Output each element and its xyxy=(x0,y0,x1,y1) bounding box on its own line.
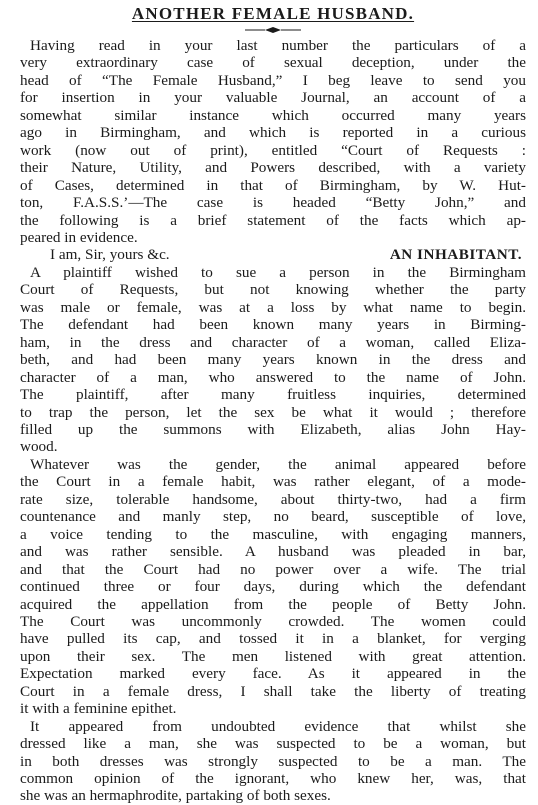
signoff-signature: AN INHABITANT. xyxy=(389,246,522,264)
text-line: ton, F.A.S.S.’—The case is headed “Betty John,” and xyxy=(20,194,526,212)
text-line: acquired the appellation from the people of Betty John. xyxy=(20,595,526,613)
text-line: upon their sex. The men listened with great attention. xyxy=(20,647,526,665)
text-line: peared in evidence. xyxy=(20,228,138,246)
text-line: The plaintiff, after many fruitless inquiries, determined xyxy=(20,386,526,404)
text-line: very extraordinary case of sexual deception, under the xyxy=(20,54,526,72)
text-line: Expectation marked every face. As it appeared in the xyxy=(20,665,526,683)
text-line: she was an hermaphrodite, partaking of both sexes. xyxy=(20,787,331,805)
text-line: filled up the summons with Elizabeth, alias John Hay- xyxy=(20,420,526,438)
ornament-divider-icon xyxy=(243,26,303,34)
text-line: the Court in a female habit, was rather elegant, of a mode- xyxy=(20,473,526,491)
text-line: Court in a female dress, I shall take the liberty of treating xyxy=(20,682,526,700)
text-line: Court of Requests, but not knowing whether the party xyxy=(20,281,526,299)
text-line: It appeared from undoubted evidence that whilst she xyxy=(30,717,526,735)
text-line: to trap the person, let the sex be what it would ; therefore xyxy=(20,403,526,421)
text-line: their Nature, Utility, and Powers described, with a variety xyxy=(20,159,526,177)
text-line: The Court was uncommonly crowded. The women could xyxy=(20,612,526,630)
text-line: of Cases, determined in that of Birmingham, by W. Hut- xyxy=(20,176,526,194)
text-line: a voice tending to the masculine, with engaging manners, xyxy=(20,525,526,543)
text-line: it with a feminine epithet. xyxy=(20,700,177,718)
text-line: character of a man, who answered to the name of John. xyxy=(20,368,526,386)
text-line: the following is a brief statement of the facts which ap- xyxy=(20,211,526,229)
text-line: was male or female, was at a loss by what name to begin. xyxy=(20,298,526,316)
text-line: countenance and manly step, no beard, susceptible of love, xyxy=(20,508,526,526)
letter-signoff xyxy=(20,246,526,263)
text-line: head of “The Female Husband,” I beg leave to send you xyxy=(20,71,526,89)
paragraph xyxy=(20,37,526,246)
text-line: wood. xyxy=(20,438,58,456)
article-headline: ANOTHER FEMALE HUSBAND. xyxy=(131,4,415,23)
text-line: dressed like a man, she was suspected to be a woman, but xyxy=(20,735,526,753)
text-line: and that the Court had no power over a wife. The trial xyxy=(20,560,526,578)
text-line: and was rather sensible. A husband was pleaded in bar, xyxy=(20,543,526,561)
text-line: have pulled its cap, and tossed it in a blanket, for verging xyxy=(20,630,526,648)
text-line: beth, and had been many years known in the dress and xyxy=(20,351,526,369)
text-line: somewhat similar instance which occurred many years xyxy=(20,106,526,124)
signoff-salutation: I am, Sir, yours &c. xyxy=(50,246,170,264)
text-line: A plaintiff wished to sue a person in the Birmingham xyxy=(30,263,526,281)
text-line: rate size, tolerable handsome, about thirty-two, had a firm xyxy=(20,490,526,508)
text-line: in both dresses was strongly suspected to be a man. The xyxy=(20,752,526,770)
text-line: common opinion of the ignorant, who knew her, was, that xyxy=(20,770,526,788)
text-line: continued three or four days, during which the defendant xyxy=(20,578,526,596)
text-line: Whatever was the gender, the animal appeared before xyxy=(30,455,526,473)
text-line: The defendant had been known many years in Birming- xyxy=(20,316,526,334)
text-line: Having read in your last number the particulars of a xyxy=(30,37,526,54)
text-line: work (now out of print), entitled “Court of Requests : xyxy=(20,141,526,159)
text-line: ago in Birmingham, and which is reported in a curious xyxy=(20,124,526,142)
text-line: for insertion in your valuable Journal, an account of a xyxy=(20,89,526,107)
article-body xyxy=(20,264,526,805)
paragraph xyxy=(20,264,526,456)
text-line: ham, in the dress and character of a woman, called Eliza- xyxy=(20,333,526,351)
letter-intro-paragraph xyxy=(20,37,526,246)
paragraph xyxy=(20,456,526,718)
